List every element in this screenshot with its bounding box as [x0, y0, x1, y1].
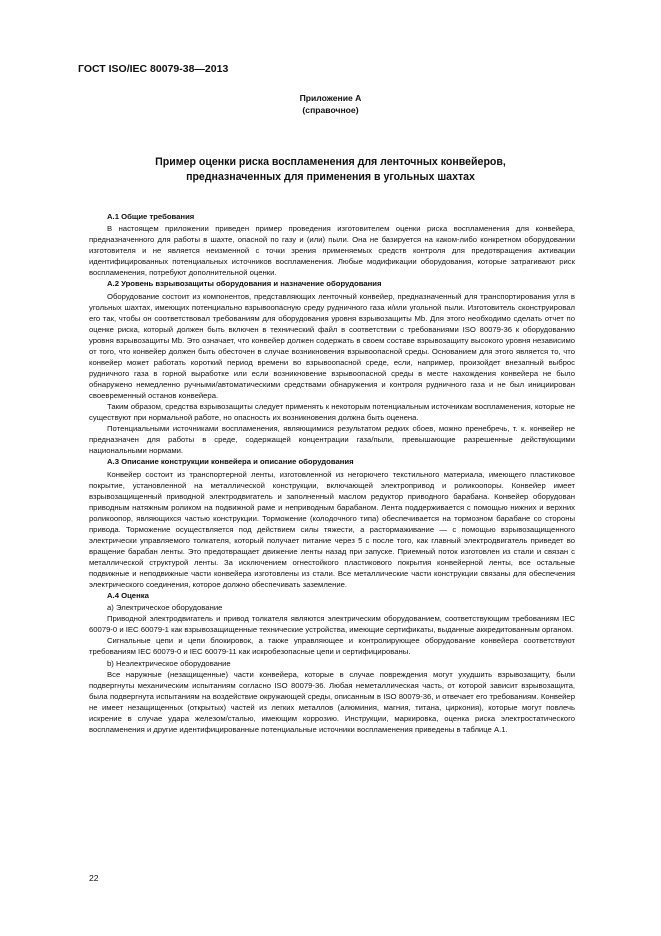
- annex-title: Приложение А: [299, 93, 362, 103]
- paragraph: Потенциальными источниками воспламенения, являющимися результатом редких сбоев, можно пренебречь, т. к. конвейер не предназначен для работы в среде, содержащей концентрации газа/пыли, превышающие разрешенные действующими национальными нормами.: [89, 424, 575, 456]
- paragraph: В настоящем приложении приведен пример проведения изготовителем оценки риска воспламенения для конвейера, предназначенного для работы в шахте, опасной по газу и (или) пыли. Она не базируется на каком-либо конкретном оборудовании изготовителя и не является неизменной с точки зрения применяемых средств контроля для предотвращения активации идентифицированных потенциальных источников воспламенения. Любые модификации оборудования, которые затрагивают риск воспламенения, потребуют дополнительной оценки.: [89, 224, 575, 278]
- section-heading-a3: А.3 Описание конструкции конвейера и описание оборудования: [107, 457, 354, 467]
- list-item-electrical: а) Электрическое оборудование: [107, 603, 223, 613]
- paragraph: Конвейер состоит из транспортерной ленты, изготовленной из негорючего текстильного материала, имеющего пластиковое покрытие, установленной на металлической конструкции, включающей электропривод и роликоопоры. Конвейер имеет взрывозащищенный приводной электродвигатель и заполненный маслом редуктор приводного барабана. Конвейер оборудован приводным натяжным роликом на подвижной раме и неприводным барабаном. Лента поддерживается с помощью нижних и верхних роликоопор, являющихся частью конструкции. Торможение (колодочного типа) обеспечивается на тормозном барабане со стороны привода. Торможение осуществляется под действием силы тяжести, а растормаживание — с помощью взрывозащищенного электрически управляемого толкателя, который получает питание через 5 с после того, как главный электродвигатель приведет во вращение барабан ленты. Это предотвращает движение ленты назад при запуске. Приемный поток изготовлен из стали и связан с металлической структурой ленты. За исключением огнестойкого пластикового покрытия конвейерной ленты, все остальные подвижные и неподвижные части конвейера изготовлены из стали. Все металлические части конструкции связаны для обеспечения электрического соединения, которое должно обеспечивать заземление.: [89, 469, 575, 590]
- document-title-line1: Пример оценки риска воспламенения для ленточных конвейеров,: [155, 156, 506, 168]
- standard-header: ГОСТ ISO/IEC 80079-38—2013: [78, 63, 229, 75]
- list-item-non-electrical: b) Неэлектрическое оборудование: [107, 658, 231, 668]
- paragraph: Таким образом, средства взрывозащиты следует применять к некоторым потенциальным источникам воспламенения, которые не существуют при нормальной работе, но опасность их возникновения должна быть оценена.: [89, 402, 575, 423]
- document-body: [89, 211, 575, 735]
- paragraph: Сигнальные цепи и цепи блокировок, а также управляющее и контролирующее оборудование конвейера соответствуют требованиям IEC 60079-0 и IEC 60079-11 как искробезопасные цепи и сертифицированы.: [89, 636, 575, 657]
- document-title: [120, 155, 541, 185]
- section-heading-a1: А.1 Общие требования: [107, 212, 195, 221]
- paragraph: Оборудование состоит из компонентов, представляющих ленточный конвейер, предназначенный для транспортирования угля в угольных шахтах, имеющих потенциально взрывоопасную среду рудничного газа и/или угольной пыли. Изготовитель сконструировал его так, чтобы он соответствовал требованиям для оборудования уровня взрывозащиты Mb. Для этого необходимо сделать отчет по оценке риска, который должен быть включен в технический файл в соответствии с требованиями ISO 80079-36 к оборудованию уровня взрывозащиты Mb. Это означает, что конвейер должен содержать в своем составе взрывозащиту высокого уровня независимо от того, что конвейер должен быть обесточен в случае возникновения взрывоопасной среды. Основанием для этого является то, что конвейер может работать короткий период времени во взрывоопасной среде, если, например, произойдет внезапный выброс рудничного газа в горной выработке или если возникновение взрывоопасной среды в месте нахождения конвейера не было обнаружено немедленно ручными/автоматическими средствами обнаружения и контроля рудничного газа и не был инициирован своевременный останов конвейера.: [89, 291, 575, 401]
- paragraph: Приводной электродвигатель и привод толкателя являются электрическим оборудованием, соответствующим требованиям IEC 60079-0 и IEC 60079-1 как взрывозащищенные технические устройства, имеющие сертификаты, выданные аккредитованным органом.: [89, 614, 575, 635]
- page-number: 22: [89, 873, 99, 883]
- section-heading-a4: А.4 Оценка: [107, 591, 149, 601]
- annex-note: (справочное): [302, 105, 359, 115]
- paragraph: Все наружные (незащищенные) части конвейера, которые в случае повреждения могут ухудшить взрывозащиту, были подвергнуты механическим испытаниям согласно ISO 80079-36. Любая неметаллическая часть, от которой зависит взрывозащита, была подвергнута испытаниям на воздействие окружающей среды, описанным в ISO 80079-36, и отвечает его требованиям. Конвейер не имеет незащищенных (открытых) частей из легких металлов (алюминия, магния, титана, циркония), которые могут повлечь искрение в случае удара железом/сталью, имеющим коррозию. Инструкции, маркировка, оценка риска электростатического воспламенения и другие идентифицированные потенциальные источники воспламенения приведены в таблице А.1.: [89, 669, 575, 734]
- section-heading-a2: А.2 Уровень взрывозащиты оборудования и назначение оборудования: [107, 279, 382, 289]
- document-title-line2: предназначенных для применения в угольных шахтах: [186, 171, 475, 183]
